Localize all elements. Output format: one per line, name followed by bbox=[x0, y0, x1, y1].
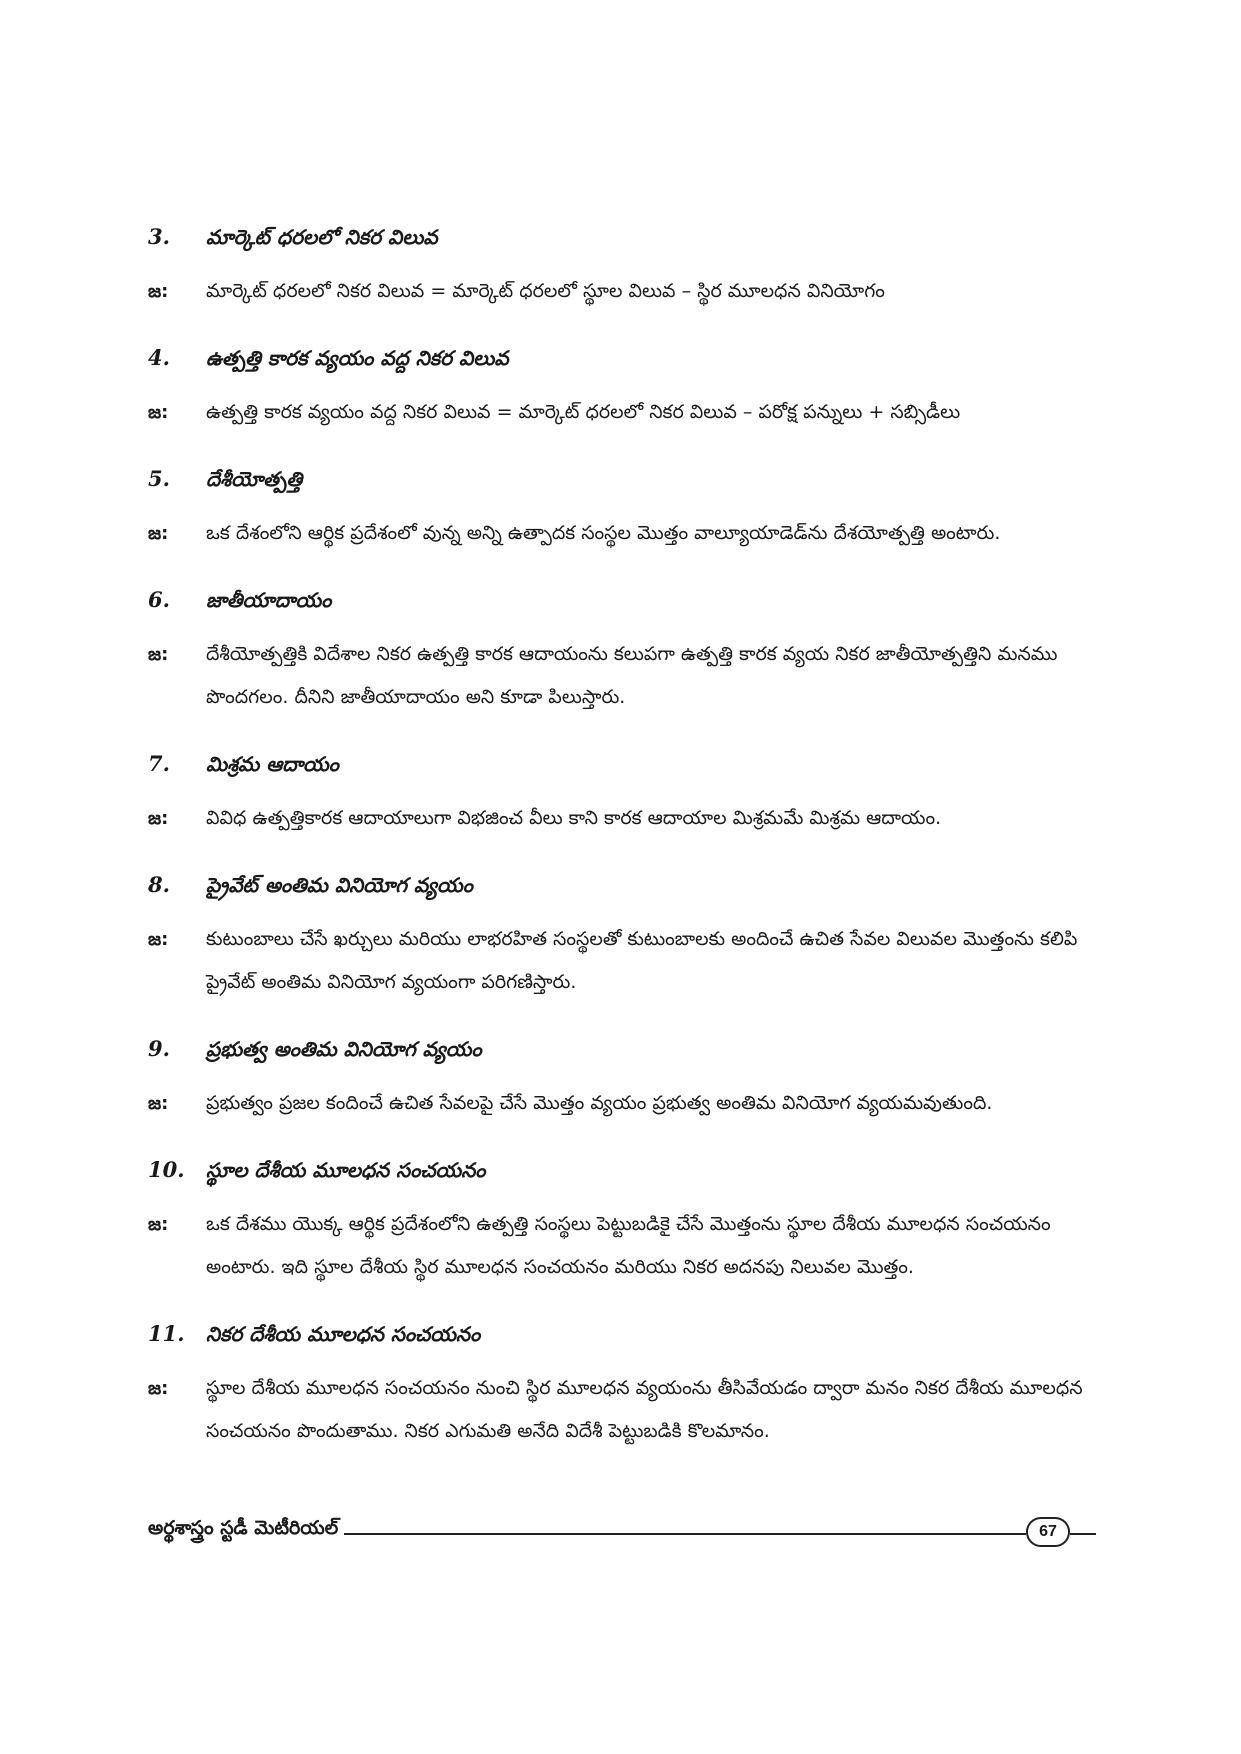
question-number: 7. bbox=[148, 751, 170, 776]
qa-item-6 bbox=[148, 585, 1098, 719]
question-number: 3. bbox=[148, 224, 170, 249]
qa-item-4 bbox=[148, 343, 1098, 434]
answer bbox=[148, 633, 1098, 719]
answer-label: జ: bbox=[148, 523, 169, 544]
question bbox=[148, 464, 1098, 494]
answer-label: జ: bbox=[148, 1214, 169, 1235]
answer-label: జ: bbox=[148, 1378, 169, 1399]
answer bbox=[148, 797, 1098, 840]
qa-item-10 bbox=[148, 1155, 1098, 1289]
question-title: మార్కెట్ ధరలలో నికర విలువ bbox=[206, 225, 438, 249]
footer-rule bbox=[338, 1533, 1026, 1535]
question bbox=[148, 1155, 1098, 1185]
question-title: ప్రభుత్వ అంతిమ వినియోగ వ్యయం bbox=[206, 1037, 482, 1061]
qa-item-9 bbox=[148, 1034, 1098, 1125]
question-title: ప్రైవేట్ అంతిమ వినియోగ వ్యయం bbox=[206, 873, 473, 897]
qa-item-5 bbox=[148, 464, 1098, 555]
qa-item-7 bbox=[148, 749, 1098, 840]
question-title: స్థూల దేశీయ మూలధన సంచయనం bbox=[206, 1158, 486, 1182]
question bbox=[148, 585, 1098, 615]
question-number: 9. bbox=[148, 1036, 170, 1061]
answer-text: ప్రభుత్వం ప్రజల కందించే ఉచిత సేవలపై చేసే మొత్తం వ్యయం ప్రభుత్వ అంతిమ వినియోగ వ్యయమవుతుంది. bbox=[206, 1092, 993, 1114]
answer bbox=[148, 1203, 1098, 1289]
question-title: మిశ్రమ ఆదాయం bbox=[206, 752, 339, 776]
answer-label: జ: bbox=[148, 402, 169, 423]
question-number: 6. bbox=[148, 587, 170, 612]
answer bbox=[148, 391, 1098, 434]
qa-item-8 bbox=[148, 870, 1098, 1004]
question-number: 8. bbox=[148, 872, 170, 897]
answer-text: కుటుంబాలు చేసే ఖర్చులు మరియు లాభరహిత సంస్థలతో కుటుంబాలకు అందించే ఉచిత సేవల విలువల మొత్తంను కలిపి ప్రైవేట్ అంతిమ వినియోగ వ్యయంగా పరిగణిస్తారు. bbox=[206, 928, 1078, 993]
qa-item-11 bbox=[148, 1319, 1098, 1453]
answer-label: జ: bbox=[148, 281, 169, 302]
answer bbox=[148, 918, 1098, 1004]
question-number: 11. bbox=[148, 1321, 185, 1346]
answer-text: ఒక దేశంలోని ఆర్థిక ప్రదేశంలో వున్న అన్ని ఉత్పాదక సంస్థల మొత్తం వాల్యూయాడెడ్‌ను దేశయోత్పత్తి అంటారు. bbox=[206, 522, 1001, 544]
answer bbox=[148, 1082, 1098, 1125]
qa-item-3 bbox=[148, 222, 1098, 313]
answer-label: జ: bbox=[148, 644, 169, 665]
answer bbox=[148, 512, 1098, 555]
answer-text: ఉత్పత్తి కారక వ్యయం వద్ద నికర విలువ = మార్కెట్ ధరలలో నికర విలువ – పరోక్ష పన్నులు + సబ్సిడీలు bbox=[206, 401, 961, 423]
question-title: జాతీయాదాయం bbox=[206, 588, 332, 612]
question-number: 10. bbox=[148, 1157, 185, 1182]
answer-label: జ: bbox=[148, 1093, 169, 1114]
question-title: ఉత్పత్తి కారక వ్యయం వద్ద నికర విలువ bbox=[206, 346, 509, 370]
page-footer bbox=[148, 1513, 1096, 1553]
question bbox=[148, 749, 1098, 779]
answer-label: జ: bbox=[148, 808, 169, 829]
question-number: 4. bbox=[148, 345, 170, 370]
page-number: 67 bbox=[1026, 1517, 1070, 1547]
answer-text: మార్కెట్ ధరలలో నికర విలువ = మార్కెట్ ధరలలో స్థూల విలువ – స్థిర మూలధన వినియోగం bbox=[206, 280, 885, 302]
question-title: నికర దేశీయ మూలధన సంచయనం bbox=[206, 1322, 481, 1346]
answer-text: వివిధ ఉత్పత్తికారక ఆదాయాలుగా విభజించ వీలు కాని కారక ఆదాయాల మిశ్రమమే మిశ్రమ ఆదాయం. bbox=[206, 807, 942, 829]
answer-label: జ: bbox=[148, 929, 169, 950]
question bbox=[148, 1319, 1098, 1349]
footer-rule-tail bbox=[1070, 1533, 1096, 1535]
footer-title: అర్థశాస్త్రం స్టడీ మెటీరియల్ bbox=[148, 1517, 344, 1544]
question bbox=[148, 343, 1098, 373]
question bbox=[148, 870, 1098, 900]
question bbox=[148, 222, 1098, 252]
question bbox=[148, 1034, 1098, 1064]
qa-list bbox=[148, 222, 1098, 1483]
answer-text: ఒక దేశము యొక్క ఆర్థిక ప్రదేశంలోని ఉత్పత్తి సంస్థలు పెట్టుబడికై చేసే మొత్తంను స్థూల దేశీయ మూలధన సంచయనం అంటారు. ఇది స్థూల దేశీయ స్థిర మూలధన సంచయనం మరియు నికర అదనపు నిలువల మొత్తం. bbox=[206, 1213, 1051, 1278]
answer bbox=[148, 270, 1098, 313]
question-number: 5. bbox=[148, 466, 170, 491]
question-title: దేశీయోత్పత్తి bbox=[206, 467, 303, 491]
answer-text: స్థూల దేశీయ మూలధన సంచయనం నుంచి స్థిర మూలధన వ్యయంను తీసివేయడం ద్వారా మనం నికర దేశీయ మూలధన సంచయనం పొందుతాము. నికర ఎగుమతి అనేది విదేశీ పెట్టుబడికి కొలమానం. bbox=[206, 1377, 1083, 1442]
answer-text: దేశీయోత్పత్తికి విదేశాల నికర ఉత్పత్తి కారక ఆదాయంను కలుపగా ఉత్పత్తి కారక వ్యయ నికర జాతీయోత్పత్తిని మనము పొందగలం. దీనిని జాతీయాదాయం అని కూడా పిలుస్తారు. bbox=[206, 643, 1058, 708]
answer bbox=[148, 1367, 1098, 1453]
